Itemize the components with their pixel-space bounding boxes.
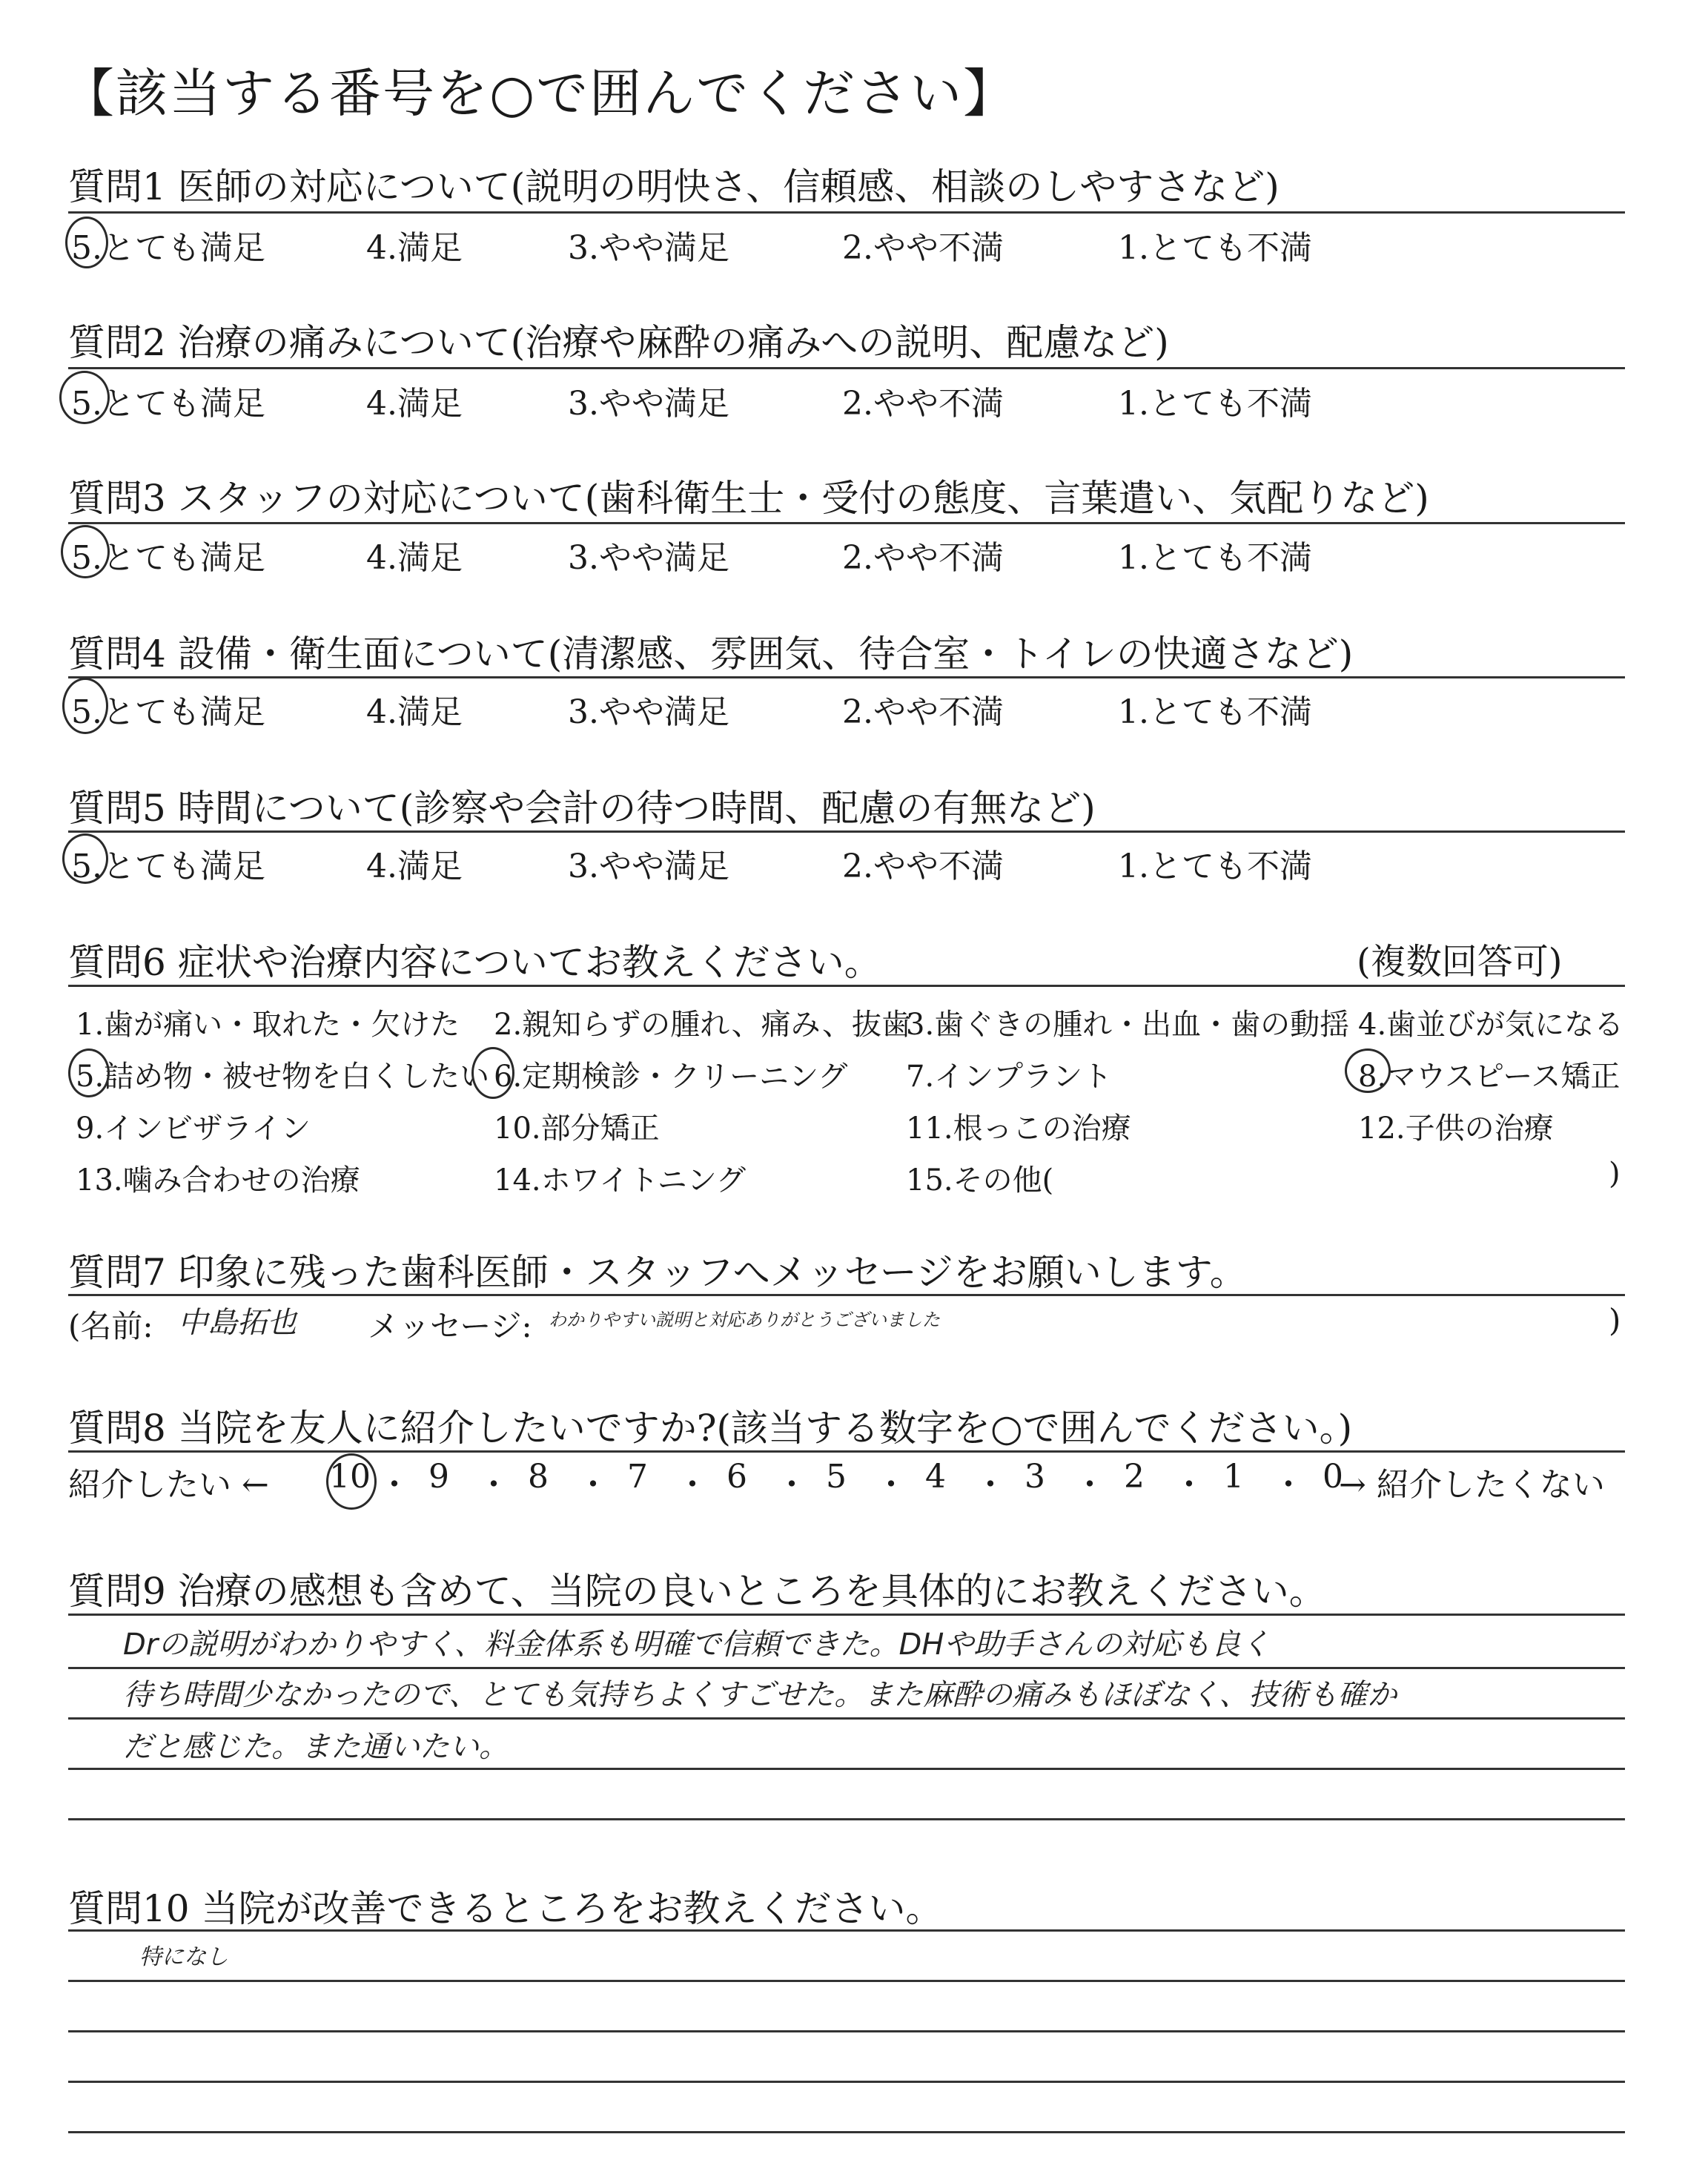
q6-option-8[interactable]: 8.マウスピース矯正	[1358, 1060, 1621, 1094]
q10-line-1	[68, 1929, 1625, 1932]
q10-line-5	[68, 2131, 1625, 2133]
q6-option-5[interactable]: 5.詰め物・被せ物を白くしたい	[76, 1060, 490, 1094]
q2-selection-circle	[59, 371, 110, 424]
q5-rule	[68, 830, 1625, 833]
q4-rule	[68, 676, 1625, 678]
q7-message-label: メッセージ:	[368, 1308, 532, 1344]
q10-line-4	[68, 2081, 1625, 2083]
q6-title: 質問6 症状や治療内容についてお教えください。	[68, 941, 881, 984]
q1-opt1[interactable]: 1.とても不満	[1118, 229, 1312, 267]
q3-selection-circle	[61, 525, 110, 578]
q8-number-3[interactable]: 3	[1025, 1458, 1045, 1496]
q5-opt3[interactable]: 3.やや満足	[568, 848, 729, 885]
q9-answer-line-3[interactable]: だと感じた。また通いたい。	[123, 1730, 509, 1764]
q6-selection-circle-5	[68, 1048, 110, 1097]
q8-separator-dot: ・	[1272, 1466, 1305, 1504]
q6-selection-circle-6	[471, 1047, 514, 1099]
q9-line-2	[68, 1667, 1625, 1669]
q1-rule	[68, 211, 1625, 214]
q1-opt3[interactable]: 3.やや満足	[568, 229, 729, 267]
q2-opt5[interactable]: 5.とても満足	[71, 385, 265, 423]
q8-rule	[68, 1450, 1625, 1453]
q8-separator-dot: ・	[378, 1466, 411, 1504]
q9-title: 質問9 治療の感想も含めて、当院の良いところを具体的にお教えください。	[68, 1570, 1326, 1613]
q2-opt2[interactable]: 2.やや不満	[842, 385, 1004, 423]
q6-other-close-paren: )	[1609, 1157, 1621, 1191]
q6-option-10[interactable]: 10.部分矯正	[494, 1112, 660, 1146]
q3-opt2[interactable]: 2.やや不満	[842, 539, 1004, 577]
page-title: 【該当する番号を○で囲んでください】	[62, 63, 1017, 124]
q10-line-3	[68, 2030, 1625, 2032]
q1-opt5[interactable]: 5.とても満足	[71, 229, 265, 267]
q4-opt5[interactable]: 5.とても満足	[71, 693, 265, 731]
q7-name-handwritten[interactable]: 中島拓也	[178, 1306, 297, 1340]
q8-separator-dot: ・	[676, 1466, 709, 1504]
q8-number-9[interactable]: 9	[428, 1458, 449, 1496]
q8-number-4[interactable]: 4	[925, 1458, 946, 1496]
q9-answer-line-1[interactable]: Drの説明がわかりやすく、料金体系も明確で信頼できた。DHや助手さんの対応も良く	[123, 1628, 1271, 1662]
q9-line-3	[68, 1717, 1625, 1720]
q5-selection-circle	[62, 833, 108, 884]
q6-option-6[interactable]: 6.定期検診・クリーニング	[494, 1060, 848, 1094]
q3-opt1[interactable]: 1.とても不満	[1118, 539, 1312, 577]
q4-opt1[interactable]: 1.とても不満	[1118, 693, 1312, 731]
q1-opt2[interactable]: 2.やや不満	[842, 229, 1004, 267]
q6-option-3[interactable]: 3.歯ぐきの腫れ・出血・歯の動揺	[906, 1008, 1350, 1042]
q8-separator-dot: ・	[477, 1466, 510, 1504]
q7-title: 質問7 印象に残った歯科医師・スタッフへメッセージをお願いします。	[68, 1251, 1247, 1294]
q8-number-scale	[329, 1458, 1343, 1504]
q4-opt4[interactable]: 4.満足	[366, 693, 463, 731]
q6-option-2[interactable]: 2.親知らずの腫れ、痛み、抜歯	[494, 1008, 911, 1042]
q5-title: 質問5 時間について(診察や会計の待つ時間、配慮の有無など)	[68, 787, 1096, 830]
q10-title: 質問10 当院が改善できるところをお教えください。	[68, 1887, 943, 1930]
q9-line-1	[68, 1614, 1625, 1616]
q3-opt5[interactable]: 5.とても満足	[71, 539, 265, 577]
q4-title: 質問4 設備・衛生面について(清潔感、雰囲気、待合室・トイレの快適さなど)	[68, 633, 1354, 676]
q6-option-12[interactable]: 12.子供の治療	[1358, 1112, 1554, 1146]
q2-opt3[interactable]: 3.やや満足	[568, 385, 729, 423]
q1-opt4[interactable]: 4.満足	[366, 229, 463, 267]
q6-option-14[interactable]: 14.ホワイトニング	[494, 1163, 747, 1198]
q8-title: 質問8 当院を友人に紹介したいですか?(該当する数字を○で囲んでください。)	[68, 1407, 1353, 1450]
q7-name-label: (名前:	[68, 1308, 153, 1344]
q6-option-4[interactable]: 4.歯並びが気になる	[1358, 1008, 1624, 1042]
q8-number-6[interactable]: 6	[726, 1458, 747, 1496]
q6-rule	[68, 985, 1625, 987]
q9-answer-line-2[interactable]: 待ち時間少なかったので、とても気持ちよくすごせた。また麻酔の痛みもほぼなく、技術も確か	[123, 1678, 1397, 1712]
q4-selection-circle	[62, 678, 108, 734]
q1-title: 質問1 医師の対応について(説明の明快さ、信頼感、相談のしやすさなど)	[68, 165, 1280, 208]
q6-option-9[interactable]: 9.インビザライン	[76, 1112, 311, 1146]
q5-opt2[interactable]: 2.やや不満	[842, 848, 1004, 885]
q2-opt4[interactable]: 4.満足	[366, 385, 463, 423]
q7-close-paren: )	[1609, 1302, 1621, 1338]
q8-separator-dot: ・	[775, 1466, 808, 1504]
q6-option-15[interactable]: 15.その他(	[906, 1163, 1054, 1198]
q8-selection-circle	[326, 1453, 377, 1510]
q2-opt1[interactable]: 1.とても不満	[1118, 385, 1312, 423]
q10-line-2	[68, 1980, 1625, 1982]
q8-left-label: 紹介したい ←	[68, 1466, 269, 1504]
q9-line-5	[68, 1818, 1625, 1820]
q5-opt1[interactable]: 1.とても不満	[1118, 848, 1312, 885]
q8-separator-dot: ・	[577, 1466, 609, 1504]
q6-selection-circle-8	[1345, 1048, 1391, 1093]
q7-rule	[68, 1294, 1625, 1296]
q8-right-label: → 紹介したくない	[1339, 1466, 1605, 1504]
q7-message-handwritten[interactable]: わかりやすい説明と対応ありがとうございました	[549, 1309, 940, 1330]
q6-option-11[interactable]: 11.根っこの治療	[906, 1112, 1131, 1146]
q2-title: 質問2 治療の痛みについて(治療や麻酔の痛みへの説明、配慮など)	[68, 321, 1169, 364]
q5-opt5[interactable]: 5.とても満足	[71, 848, 265, 885]
q8-separator-dot: ・	[875, 1466, 907, 1504]
q6-note: (複数回答可)	[1357, 941, 1563, 982]
q8-number-7[interactable]: 7	[627, 1458, 648, 1496]
q6-option-7[interactable]: 7.インプラント	[906, 1060, 1113, 1094]
q8-number-5[interactable]: 5	[826, 1458, 847, 1496]
q8-separator-dot: ・	[1173, 1466, 1205, 1504]
q8-number-8[interactable]: 8	[528, 1458, 549, 1496]
q8-number-1[interactable]: 1	[1223, 1458, 1244, 1496]
q3-opt4[interactable]: 4.満足	[366, 539, 463, 577]
q8-number-2[interactable]: 2	[1124, 1458, 1145, 1496]
q2-rule	[68, 367, 1625, 369]
q9-line-4	[68, 1768, 1625, 1770]
q3-rule	[68, 522, 1625, 524]
q1-selection-circle	[65, 217, 108, 268]
q4-opt3[interactable]: 3.やや満足	[568, 693, 729, 731]
q6-option-1[interactable]: 1.歯が痛い・取れた・欠けた	[76, 1008, 460, 1042]
q8-number-10[interactable]: 10	[329, 1458, 371, 1496]
q3-opt3[interactable]: 3.やや満足	[568, 539, 729, 577]
q5-opt4[interactable]: 4.満足	[366, 848, 463, 885]
q3-title: 質問3 スタッフの対応について(歯科衛生士・受付の態度、言葉遣い、気配りなど)	[68, 477, 1429, 520]
q4-opt2[interactable]: 2.やや不満	[842, 693, 1004, 731]
q6-option-13[interactable]: 13.噛み合わせの治療	[76, 1163, 360, 1198]
q8-number-0[interactable]: 0	[1323, 1458, 1343, 1496]
q10-answer[interactable]: 特になし	[139, 1944, 228, 1970]
q8-separator-dot: ・	[1073, 1466, 1106, 1504]
q8-separator-dot: ・	[974, 1466, 1007, 1504]
